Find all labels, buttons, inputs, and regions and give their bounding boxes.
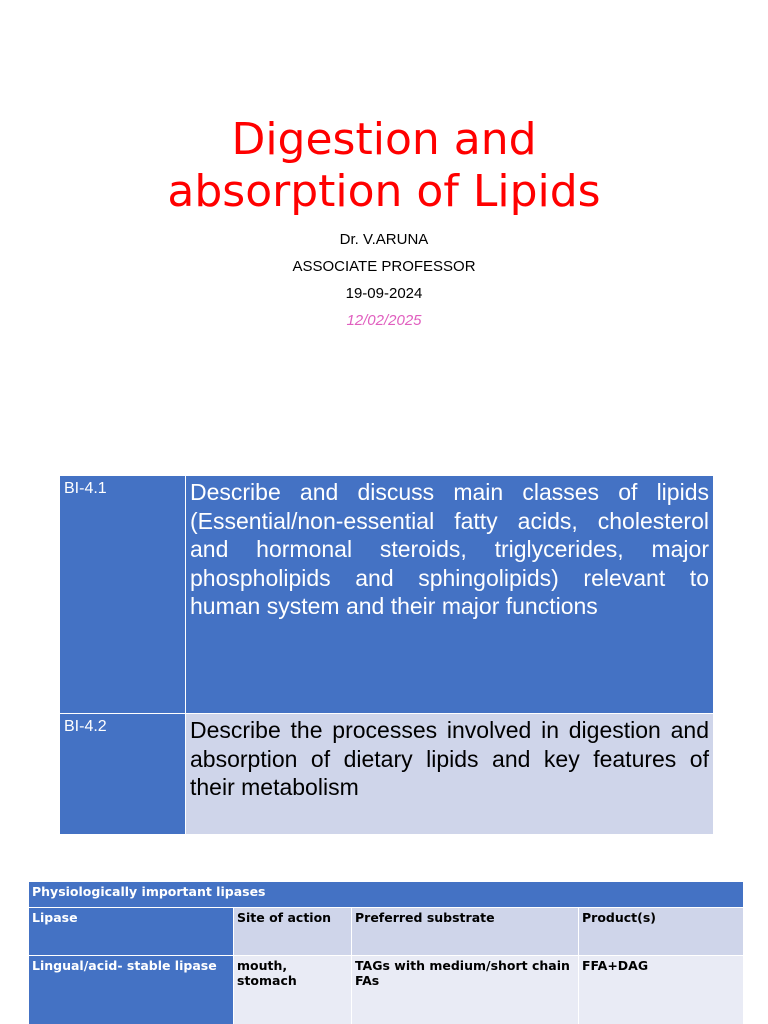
author-designation: ASSOCIATE PROFESSOR bbox=[292, 258, 476, 275]
table-caption-row bbox=[29, 882, 744, 908]
competency-code: BI-4.1 bbox=[60, 476, 186, 714]
lipases-table bbox=[28, 881, 743, 1024]
author-name: Dr. V.ARUNA bbox=[339, 231, 429, 248]
table-cell: mouth, stomach bbox=[234, 956, 352, 1024]
lipases-table-container bbox=[28, 881, 743, 1024]
competency-description: Describe the processes involved in digestion and absorption of dietary lipids and key features of their metabolism bbox=[186, 714, 714, 835]
table-header-row bbox=[29, 908, 744, 956]
table-cell: FFA+DAG bbox=[579, 956, 744, 1024]
column-header: Preferred substrate bbox=[352, 908, 579, 956]
competency-row bbox=[60, 476, 714, 714]
column-header: Product(s) bbox=[579, 908, 744, 956]
table-cell: Lingual/acid- stable lipase bbox=[29, 956, 234, 1024]
column-header: Site of action bbox=[234, 908, 352, 956]
title-slide bbox=[0, 0, 768, 440]
competency-table bbox=[59, 475, 714, 835]
table-caption: Physiologically important lipases bbox=[29, 882, 744, 908]
revision-date: 12/02/2025 bbox=[346, 312, 422, 329]
title-line-2: absorption of Lipids bbox=[167, 166, 601, 217]
table-cell: TAGs with medium/short chain FAs bbox=[352, 956, 579, 1024]
competency-code: BI-4.2 bbox=[60, 714, 186, 835]
presentation-date: 19-09-2024 bbox=[345, 285, 423, 302]
table-row bbox=[29, 956, 744, 1024]
competency-description: Describe and discuss main classes of lipids (Essential/non-essential fatty acids, cholesterol and hormonal steroids, triglycerides, major phospholipids and sphingolipids) relevant to human system and their major functions bbox=[186, 476, 714, 714]
competency-row bbox=[60, 714, 714, 835]
column-header: Lipase bbox=[29, 908, 234, 956]
slide-title bbox=[0, 114, 768, 218]
title-line-1: Digestion and bbox=[231, 114, 537, 165]
